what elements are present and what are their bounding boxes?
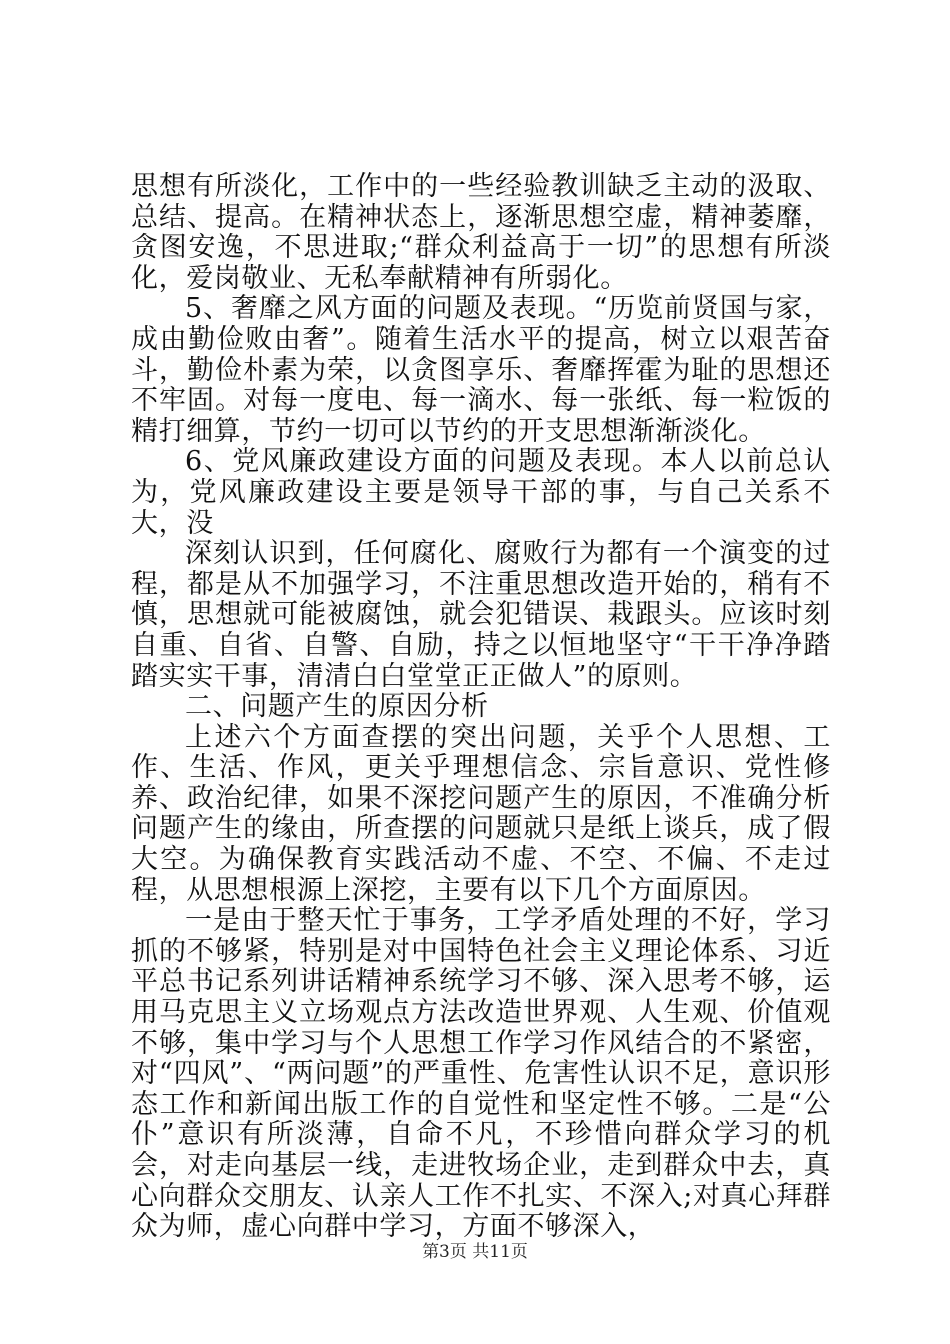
paragraph-1: 思想有所淡化，工作中的一些经验教训缺乏主动的汲取、总结、提高。在精神状态上，逐渐思想空虚，精神萎靡，贪图安逸，不思进取;“群众利益高于一切”的思想有所淡化，爱岗敬业、无私奉献精神有所弱化。 xyxy=(131,171,831,294)
paragraph-7: 一是由于整天忙于事务，工学矛盾处理的不好，学习抓的不够紧，特别是对中国特色社会主义理论体系、习近平总书记系列讲话精神系统学习不够、深入思考不够，运用马克思主义立场观点方法改造世界观、人生观、价值观不够，集中学习与个人思想工作学习作风结合的不紧密，对“四风”、“两问题”的严重性、危害性认识不足，意识形态工作和新闻出版工作的自觉性和坚定性不够。二是“公仆”意识有所淡薄，自命不凡，不珍惜向群众学习的机会，对走向基层一线，走进牧场企业，走到群众中去，真心向群众交朋友、认亲人工作不扎实、不深入;对真心拜群众为师，虚心向群中学习，方面不够深入， xyxy=(131,905,831,1243)
document-body xyxy=(131,172,831,1243)
section-heading: 二、问题产生的原因分析 xyxy=(185,691,489,723)
paragraph-2: 5、奢靡之风方面的问题及表现。“历览前贤国与家，成由勤俭败由奢”。随着生活水平的提高，树立以艰苦奋斗，勤俭朴素为荣，以贪图享乐、奢靡挥霍为耻的思想还不牢固。对每一度电、每一滴水、每一张纸、每一粒饭的精打细算，节约一切可以节约的开支思想渐渐淡化。 xyxy=(131,293,831,447)
paragraph-3: 6、党风廉政建设方面的问题及表现。本人以前总认为，党风廉政建设主要是领导干部的事，与自己关系不大，没 xyxy=(131,446,831,539)
paragraph-4: 深刻认识到，任何腐化、腐败行为都有一个演变的过程，都是从不加强学习，不注重思想改造开始的，稍有不慎，思想就可能被腐蚀，就会犯错误、栽跟头。应该时刻自重、自省、自警、自励，持之以恒地坚守“干干净净踏踏实实干事，清清白白堂堂正正做人”的原则。 xyxy=(131,538,831,692)
page-number-footer: 第3页 共11页 xyxy=(422,1242,528,1262)
paragraph-6: 上述六个方面查摆的突出问题，关乎个人思想、工作、生活、作风，更关乎理想信念、宗旨意识、党性修养、政治纪律，如果不深挖问题产生的原因，不准确分析问题产生的缘由，所查摆的问题就只是纸上谈兵，成了假大空。为确保教育实践活动不虚、不空、不偏、不走过程，从思想根源上深挖，主要有以下几个方面原因。 xyxy=(131,721,831,906)
